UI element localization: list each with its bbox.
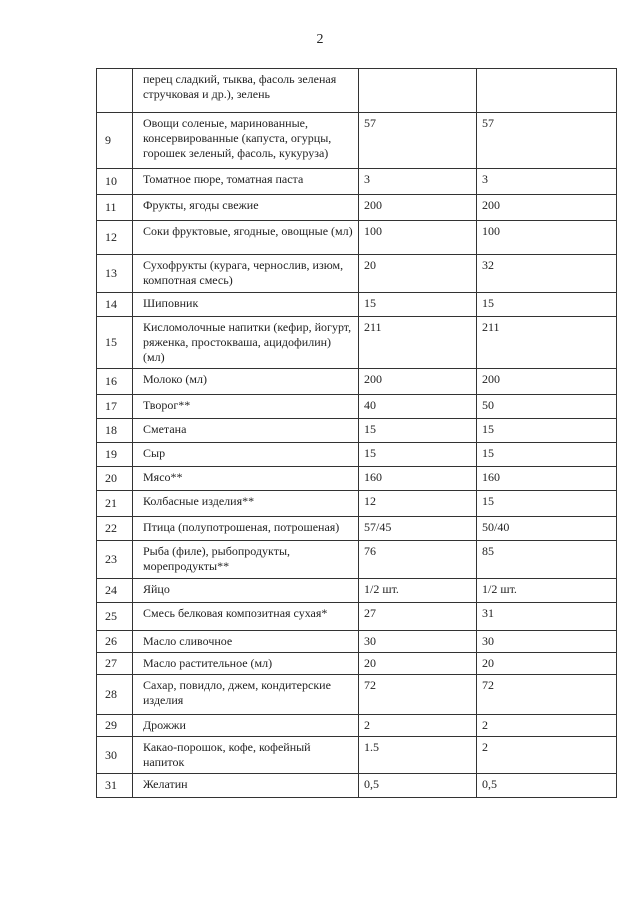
norm-value-2: 211 [477,317,617,369]
table-row [97,443,617,467]
table-row [97,395,617,419]
row-number: 23 [97,541,133,579]
norm-value-1: 1/2 шт. [359,579,477,603]
table-row [97,603,617,631]
product-name: Птица (полупотрошеная, потрошеная) [133,517,359,541]
norm-value-2: 100 [477,221,617,255]
table-row [97,419,617,443]
row-number: 20 [97,467,133,491]
row-number: 13 [97,255,133,293]
norm-value-1: 15 [359,443,477,467]
table-row [97,221,617,255]
norm-value-1: 57/45 [359,517,477,541]
norm-value-2: 57 [477,113,617,169]
norm-value-2: 31 [477,603,617,631]
table-row [97,195,617,221]
product-name: Соки фруктовые, ягодные, овощные (мл) [133,221,359,255]
table-row [97,255,617,293]
row-number: 10 [97,169,133,195]
row-number: 29 [97,715,133,737]
norm-value-1: 27 [359,603,477,631]
norm-value-1: 160 [359,467,477,491]
norm-value-1: 200 [359,369,477,395]
product-name: Яйцо [133,579,359,603]
row-number: 15 [97,317,133,369]
norm-value-2: 32 [477,255,617,293]
norm-value-1: 15 [359,293,477,317]
norm-value-1: 0,5 [359,774,477,798]
product-name: Колбасные изделия** [133,491,359,517]
norm-value-2: 85 [477,541,617,579]
norm-value-2: 160 [477,467,617,491]
norm-value-2: 15 [477,293,617,317]
row-number: 16 [97,369,133,395]
norm-value-2: 30 [477,631,617,653]
norm-value-1: 100 [359,221,477,255]
table-row [97,579,617,603]
norm-value-2: 50/40 [477,517,617,541]
row-number: 27 [97,653,133,675]
norm-value-2: 3 [477,169,617,195]
table-row [97,169,617,195]
norm-value-2: 200 [477,369,617,395]
product-name: Сухофрукты (курага, чернослив, изюм, компотная смесь) [133,255,359,293]
norm-value-1: 20 [359,653,477,675]
norm-value-1: 57 [359,113,477,169]
row-number: 30 [97,737,133,774]
norm-value-1: 1.5 [359,737,477,774]
row-number: 19 [97,443,133,467]
norm-value-2: 2 [477,715,617,737]
norm-value-1 [359,69,477,113]
nutrition-norms-table [96,68,617,798]
table-row [97,675,617,715]
product-name: Сахар, повидло, джем, кондитерские изделия [133,675,359,715]
norm-value-2: 15 [477,491,617,517]
norm-value-2: 200 [477,195,617,221]
product-name: Кисломолочные напитки (кефир, йогурт, ряженка, простокваша, ацидофилин) (мл) [133,317,359,369]
table-row [97,369,617,395]
product-name: Шиповник [133,293,359,317]
row-number: 14 [97,293,133,317]
table-row [97,517,617,541]
norm-value-2: 72 [477,675,617,715]
row-number: 26 [97,631,133,653]
norm-value-2: 15 [477,419,617,443]
norm-value-2: 1/2 шт. [477,579,617,603]
norm-value-1: 40 [359,395,477,419]
row-number: 12 [97,221,133,255]
table-row [97,653,617,675]
norm-value-2: 0,5 [477,774,617,798]
norm-value-1: 211 [359,317,477,369]
table-row [97,467,617,491]
row-number: 28 [97,675,133,715]
norm-value-1: 72 [359,675,477,715]
product-name: Смесь белковая композитная сухая* [133,603,359,631]
row-number: 11 [97,195,133,221]
product-name: Масло сливочное [133,631,359,653]
row-number: 18 [97,419,133,443]
table-row [97,317,617,369]
product-name: Желатин [133,774,359,798]
norm-value-1: 15 [359,419,477,443]
product-name: Фрукты, ягоды свежие [133,195,359,221]
product-name: Творог** [133,395,359,419]
row-number: 22 [97,517,133,541]
product-name: Дрожжи [133,715,359,737]
norm-value-1: 3 [359,169,477,195]
norm-value-2: 50 [477,395,617,419]
table-row [97,541,617,579]
product-name: Рыба (филе), рыбопродукты, морепродукты** [133,541,359,579]
product-name: Какао-порошок, кофе, кофейный напиток [133,737,359,774]
table-row [97,69,617,113]
norm-value-1: 2 [359,715,477,737]
table-row [97,774,617,798]
table-row [97,113,617,169]
norm-value-2 [477,69,617,113]
product-name: Мясо** [133,467,359,491]
norm-value-2: 15 [477,443,617,467]
table-row [97,715,617,737]
product-name: Масло растительное (мл) [133,653,359,675]
product-name: Сыр [133,443,359,467]
norm-value-2: 20 [477,653,617,675]
row-number: 31 [97,774,133,798]
row-number: 21 [97,491,133,517]
norm-value-1: 76 [359,541,477,579]
table-row [97,631,617,653]
row-number: 9 [97,113,133,169]
norm-value-2: 2 [477,737,617,774]
product-name: Молоко (мл) [133,369,359,395]
norm-value-1: 30 [359,631,477,653]
product-name: перец сладкий, тыква, фасоль зеленая стручковая и др.), зелень [133,69,359,113]
norm-value-1: 20 [359,255,477,293]
table-row [97,491,617,517]
table-body [97,69,617,798]
page-number: 2 [316,32,324,47]
table-row [97,737,617,774]
table-row [97,293,617,317]
product-name: Сметана [133,419,359,443]
product-name: Овощи соленые, маринованные, консервированные (капуста, огурцы, горошек зеленый, фасоль, кукуруза) [133,113,359,169]
row-number: 24 [97,579,133,603]
row-number [97,69,133,113]
nutrition-norms-table-wrapper [96,68,616,798]
norm-value-1: 12 [359,491,477,517]
product-name: Томатное пюре, томатная паста [133,169,359,195]
row-number: 17 [97,395,133,419]
row-number: 25 [97,603,133,631]
norm-value-1: 200 [359,195,477,221]
